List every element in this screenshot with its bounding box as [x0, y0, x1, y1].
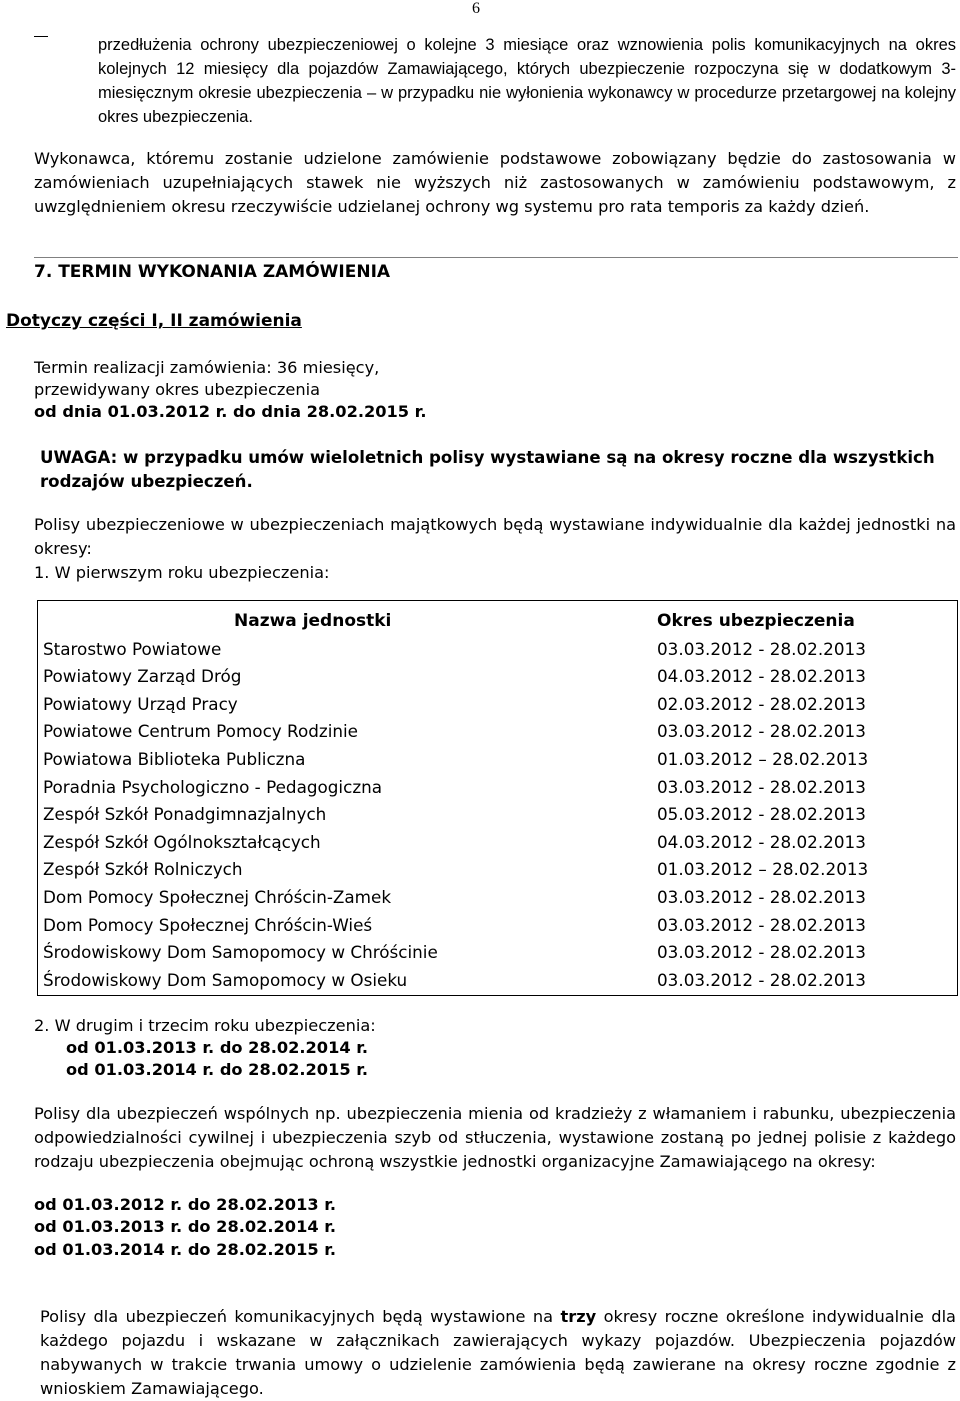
header-name: Nazwa jednostki	[234, 611, 392, 631]
table-row	[38, 824, 958, 852]
table-row	[38, 686, 958, 714]
insurance-period: 03.03.2012 - 28.02.2013	[657, 776, 866, 797]
insurance-period: 01.03.2012 – 28.02.2013	[657, 748, 869, 769]
unit-name: Zespół Szkół Ogólnokształcących	[43, 831, 321, 852]
common-period-3: od 01.03.2014 r. do 28.02.2015 r.	[34, 1240, 337, 1259]
unit-name: Powiatowe Centrum Pomocy Rodzinie	[43, 721, 358, 742]
table-row	[38, 631, 958, 659]
table-row	[38, 962, 958, 995]
item-2-period-1: od 01.03.2013 r. do 28.02.2014 r.	[66, 1038, 369, 1057]
insurance-period: 01.03.2012 – 28.02.2013	[657, 859, 869, 880]
table-row	[38, 852, 958, 880]
term-line-2: przewidywany okres ubezpieczenia	[34, 380, 320, 399]
subheading: Dotyczy części I, II zamówienia	[6, 311, 302, 331]
unit-name: Zespół Szkół Rolniczych	[43, 859, 243, 880]
insurance-period: 03.03.2012 - 28.02.2013	[657, 721, 866, 742]
unit-name: Poradnia Psychologiczno - Pedagogiczna	[43, 776, 383, 797]
unit-name: Powiatowy Urząd Pracy	[43, 693, 238, 714]
table-row	[38, 797, 958, 825]
note-warning: UWAGA: w przypadku umów wieloletnich polisy wystawiane są na okresy roczne dla wszystkich rodzajów ubezpieczeń.	[40, 448, 935, 491]
item-1: 1. W pierwszym roku ubezpieczenia:	[34, 563, 330, 582]
table-row	[38, 769, 958, 797]
section-rule	[34, 257, 958, 258]
insurance-period: 04.03.2012 - 28.02.2013	[657, 831, 866, 852]
insurance-period: 05.03.2012 - 28.02.2013	[657, 804, 866, 825]
table-row	[38, 714, 958, 742]
unit-name: Powiatowy Zarząd Dróg	[43, 666, 242, 687]
term-line-3: od dnia 01.03.2012 r. do dnia 28.02.2015 r.	[34, 402, 427, 421]
motor-text-2: okresy roczne określone indywidualnie dla każdego pojazdu i wskazane w załącznikach zawierających wykazy pojazdów. Ubezpieczenia pojazdów nabywanych w trakcie trwania umowy o udzielenie zamówienia będą zawierane na okresy roczne zgodnie z wnioskiem Zamawiającego.	[40, 1307, 956, 1398]
paragraph-property: Polisy ubezpieczeniowe w ubezpieczeniach majątkowych będą wystawiane indywidualnie dla każdej jednostki na okresy:	[34, 515, 956, 558]
insurance-period: 03.03.2012 - 28.02.2013	[657, 886, 866, 907]
unit-name: Środowiskowy Dom Samopomocy w Chróścinie	[43, 942, 438, 963]
unit-name: Starostwo Powiatowe	[43, 638, 222, 659]
common-period-1: od 01.03.2012 r. do 28.02.2013 r.	[34, 1195, 337, 1214]
unit-name: Powiatowa Biblioteka Publiczna	[43, 748, 306, 769]
table-row	[38, 879, 958, 907]
unit-name: Dom Pomocy Społecznej Chróścin-Zamek	[43, 886, 392, 907]
unit-name: Zespół Szkół Ponadgimnazjalnych	[43, 804, 327, 825]
table-row	[38, 741, 958, 769]
item-2-period-2: od 01.03.2014 r. do 28.02.2015 r.	[66, 1060, 369, 1079]
unit-name: Środowiskowy Dom Samopomocy w Osieku	[43, 969, 408, 990]
units-table	[37, 600, 958, 996]
table-header-row	[38, 601, 958, 632]
insurance-period: 03.03.2012 - 28.02.2013	[657, 969, 866, 990]
common-period-2: od 01.03.2013 r. do 28.02.2014 r.	[34, 1217, 337, 1236]
table-row	[38, 907, 958, 935]
page-number: 6	[472, 0, 480, 17]
table-row	[38, 659, 958, 687]
term-line-1: Termin realizacji zamówienia: 36 miesięcy,	[34, 358, 380, 377]
bullet-text: przedłużenia ochrony ubezpieczeniowej o kolejne 3 miesiące oraz wznowienia polis komunikacyjnych na okres kolejnych 12 miesięcy dla pojazdów Zamawiającego, których ubezpieczenie rozpoczyna się w dodatkowym 3-miesięcznym okresie ubezpieczenia – w przypadku nie wyłonienia wykonawcy w procedurze przetargowej na kolejny okres ubezpieczenia.	[98, 36, 956, 126]
section-heading: 7. TERMIN WYKONANIA ZAMÓWIENIA	[34, 262, 391, 282]
motor-text-1: Polisy dla ubezpieczeń komunikacyjnych będą wystawione na	[40, 1307, 561, 1326]
paragraph-rates: Wykonawca, któremu zostanie udzielone zamówienie podstawowe zobowiązany będzie do zastosowania w zamówieniach uzupełniających stawek nie wyższych niż zastosowanych w zamówieniu podstawowym, z uwzględnieniem okresu rzeczywiście udzielanej ochrony wg systemu pro rata temporis za każdy dzień.	[34, 149, 956, 216]
unit-name: Dom Pomocy Społecznej Chróścin-Wieś	[43, 914, 373, 935]
bullet-dash	[34, 36, 48, 37]
insurance-period: 03.03.2012 - 28.02.2013	[657, 914, 866, 935]
paragraph-common: Polisy dla ubezpieczeń wspólnych np. ubezpieczenia mienia od kradzieży z włamaniem i rabunku, ubezpieczenia odpowiedzialności cywilnej i ubezpieczenia szyb od stłuczenia, wystawione zostaną po jednej polisie z każdego rodzaju ubezpieczenia obejmując ochroną wszystkie jednostki organizacyjne Zamawiającego na okresy:	[34, 1104, 956, 1171]
insurance-period: 04.03.2012 - 28.02.2013	[657, 666, 866, 687]
header-period: Okres ubezpieczenia	[657, 611, 855, 631]
paragraph-motor	[40, 1305, 956, 1401]
item-2: 2. W drugim i trzecim roku ubezpieczenia:	[34, 1016, 376, 1035]
table-row	[38, 935, 958, 963]
motor-text-bold: trzy	[560, 1307, 597, 1326]
insurance-period: 03.03.2012 - 28.02.2013	[657, 942, 866, 963]
insurance-period: 02.03.2012 - 28.02.2013	[657, 693, 866, 714]
insurance-period: 03.03.2012 - 28.02.2013	[657, 638, 866, 659]
